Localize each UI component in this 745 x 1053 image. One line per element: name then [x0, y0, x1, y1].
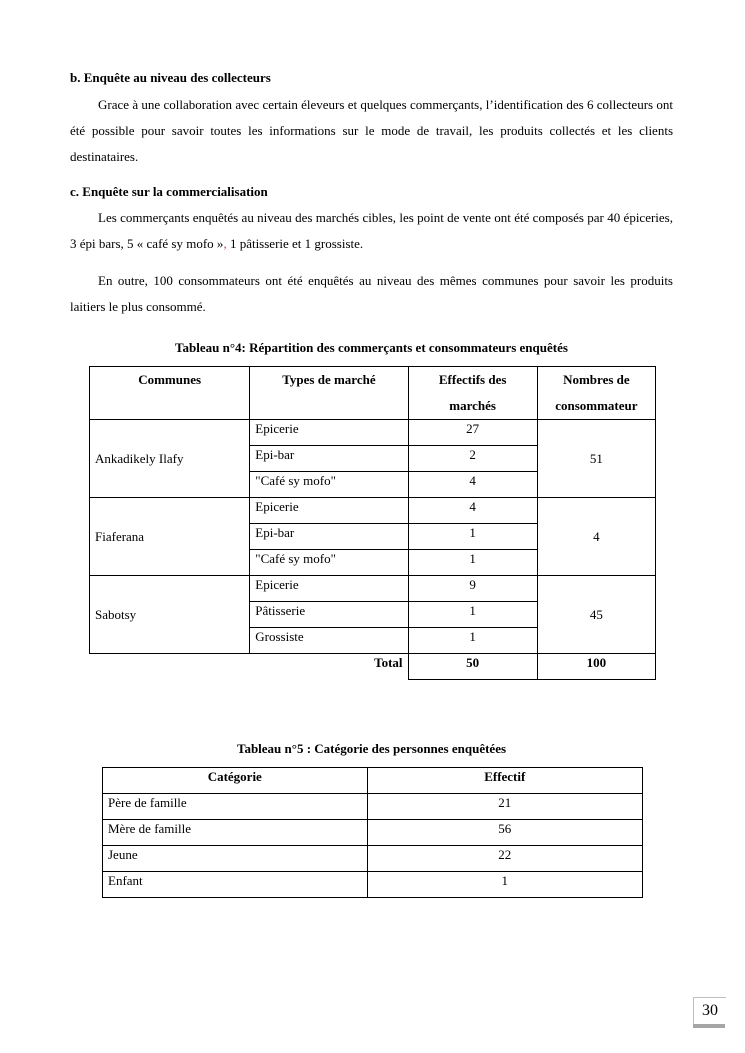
commune-cell: Ankadikely Ilafy	[90, 420, 250, 498]
table4-header-nombres-l1: Nombres de	[563, 372, 630, 387]
section-b-title: b. Enquête au niveau des collecteurs	[70, 70, 271, 85]
type-cell: Epicerie	[250, 420, 408, 446]
table4-header-types: Types de marché	[250, 367, 408, 420]
consommateur-cell: 45	[537, 576, 655, 654]
type-cell: Epi-bar	[250, 524, 408, 550]
table4-header-effectifs-l2: marchés	[449, 398, 496, 413]
table-row	[103, 846, 643, 872]
consommateur-cell: 4	[537, 498, 655, 576]
section-c-text-1b: 1 pâtisserie et 1 grossiste.	[226, 236, 364, 251]
table5-header-categorie: Catégorie	[103, 768, 368, 794]
total-consommateurs: 100	[537, 654, 655, 680]
commune-cell: Sabotsy	[90, 576, 250, 654]
effectif-cell: 1	[408, 628, 537, 654]
table-row	[103, 794, 643, 820]
type-cell: Epicerie	[250, 498, 408, 524]
effectif-cell: 56	[367, 820, 642, 846]
table-row	[90, 420, 656, 446]
table-row	[90, 498, 656, 524]
type-cell: Pâtisserie	[250, 602, 408, 628]
table4-header-nombres-l2: consommateur	[555, 398, 638, 413]
table4-header-effectifs	[408, 367, 537, 420]
type-cell: Epicerie	[250, 576, 408, 602]
type-cell: "Café sy mofo"	[250, 472, 408, 498]
section-c-title: c. Enquête sur la commercialisation	[70, 184, 268, 199]
section-b-paragraph	[70, 92, 673, 170]
effectif-cell: 2	[408, 446, 537, 472]
section-c-paragraph-1	[70, 205, 673, 257]
effectif-cell: 21	[367, 794, 642, 820]
page-number-underline	[693, 1024, 725, 1028]
table5-header-effectif: Effectif	[367, 768, 642, 794]
page-number: 30	[693, 997, 726, 1024]
table4-header-nombres	[537, 367, 655, 420]
type-cell: Grossiste	[250, 628, 408, 654]
table-row	[103, 820, 643, 846]
table4-caption: Tableau n°4: Répartition des commerçants et consommateurs enquêtés	[175, 340, 568, 355]
section-c-text-2: En outre, 100 consommateurs ont été enquêtés au niveau des mêmes communes pour savoir les produits laitiers le plus consommé.	[70, 273, 673, 314]
effectif-cell: 1	[367, 872, 642, 898]
categorie-cell: Mère de famille	[103, 820, 368, 846]
total-label: Total	[374, 655, 403, 670]
total-effectif: 50	[408, 654, 537, 680]
type-cell: "Café sy mofo"	[250, 550, 408, 576]
table5-caption: Tableau n°5 : Catégorie des personnes enquêtées	[236, 741, 507, 756]
table4-total-row	[90, 654, 656, 680]
section-b-text: Grace à une collaboration avec certain éleveurs et quelques commerçants, l’identification des 6 collecteurs ont été possible pour savoir toutes les informations sur le mode de travail, les produits collectés et les clients destinataires.	[70, 97, 673, 164]
categorie-cell: Jeune	[103, 846, 368, 872]
table-row	[90, 576, 656, 602]
effectif-cell: 1	[408, 524, 537, 550]
table4-header-row	[90, 367, 656, 420]
section-c-text-1-accent: ,	[223, 236, 227, 251]
type-cell: Epi-bar	[250, 446, 408, 472]
table5-header-row	[103, 768, 643, 794]
effectif-cell: 4	[408, 472, 537, 498]
categorie-cell: Enfant	[103, 872, 368, 898]
section-c-text-1a: Les commerçants enquêtés au niveau des marchés cibles, les point de vente ont été composés par 40 épiceries, 3 épi bars, 5 « café sy mofo »	[70, 210, 673, 251]
table4-header-effectifs-l1: Effectifs des	[438, 372, 507, 387]
effectif-cell: 9	[408, 576, 537, 602]
table5	[102, 767, 643, 898]
effectif-cell: 4	[408, 498, 537, 524]
effectif-cell: 1	[408, 550, 537, 576]
table4-header-communes: Communes	[90, 367, 250, 420]
effectif-cell: 27	[408, 420, 537, 446]
section-c-paragraph-2	[70, 268, 673, 320]
effectif-cell: 1	[408, 602, 537, 628]
categorie-cell: Père de famille	[103, 794, 368, 820]
consommateur-cell: 51	[537, 420, 655, 498]
table4	[89, 366, 656, 680]
commune-cell: Fiaferana	[90, 498, 250, 576]
effectif-cell: 22	[367, 846, 642, 872]
table-row	[103, 872, 643, 898]
